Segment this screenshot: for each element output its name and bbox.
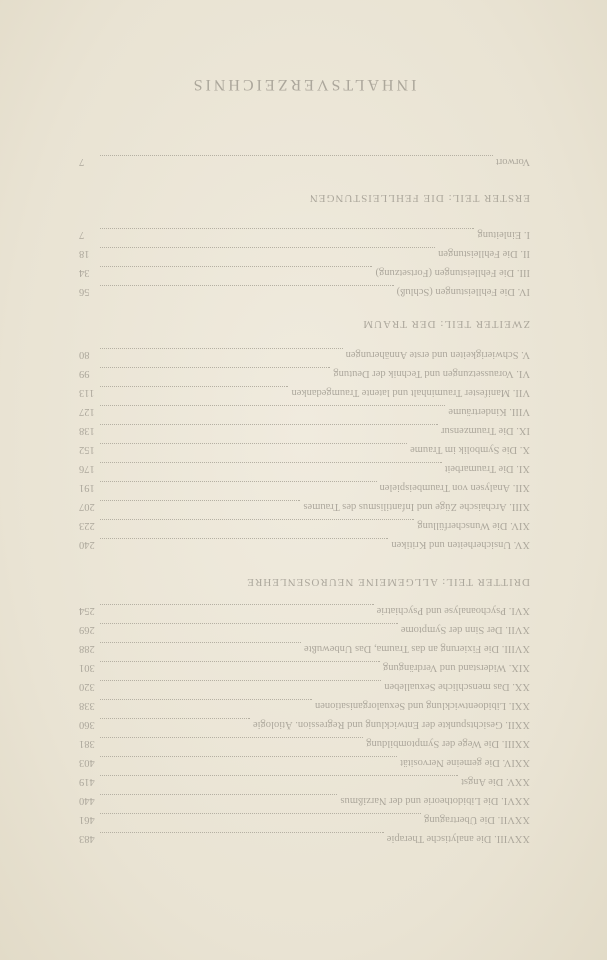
page-number: 381 [79, 738, 95, 749]
page-number: 7 [79, 229, 85, 240]
leader-dots [100, 156, 493, 157]
leader-dots [100, 757, 397, 758]
chapter-title: Die Übertragung [424, 814, 495, 825]
toc-row [79, 828, 530, 844]
toc-row [79, 638, 530, 654]
leader-dots [100, 520, 414, 521]
toc-row [79, 714, 530, 730]
chapter-title: Der Sinn der Symptome [400, 624, 503, 635]
page-number: 191 [79, 482, 95, 493]
chapter-title: Die Fehlleistungen (Schluß) [396, 286, 516, 297]
toc-row [79, 262, 530, 278]
part-heading: ERSTER TEIL: DIE FEHLLEISTUNGEN [308, 192, 530, 204]
leader-dots [100, 700, 312, 701]
chapter-title: Die Fehlleistungen (Fortsetzung) [375, 267, 515, 278]
toc-row [79, 809, 530, 825]
chapter-title: Die Fixierung an das Trauma, Das Unbewußte [303, 643, 500, 654]
leader-dots [100, 814, 421, 815]
part-heading: ZWEITER TEIL: DER TRAUM [362, 318, 530, 330]
leader-dots [100, 795, 337, 796]
leader-dots [100, 387, 288, 388]
leader-dots [100, 501, 300, 502]
chapter-number: XXI. [508, 700, 530, 711]
toc-row [79, 790, 530, 806]
chapter-title: Die Fehlleistungen [438, 248, 518, 259]
page-number: 99 [79, 368, 90, 379]
chapter-title: Die Libidotheorie und der Narzißmus [340, 795, 499, 806]
leader-dots [100, 349, 343, 350]
page-number: 403 [79, 757, 95, 768]
chapter-number: XVII. [505, 624, 530, 635]
toc-row [79, 363, 530, 379]
toc-row [79, 420, 530, 436]
toc-row [79, 243, 530, 259]
chapter-title: Unsicherheiten und Kritiken [391, 539, 511, 550]
chapter-title: Die Symbolik im Traume [410, 444, 518, 455]
leader-dots [100, 248, 435, 249]
chapter-number: XIII. [509, 501, 530, 512]
toc-row [79, 458, 530, 474]
chapter-number: XXV. [505, 776, 530, 787]
chapter-number: XIX. [508, 662, 530, 673]
chapter-number: III. [516, 267, 530, 278]
chapter-number: XXVII. [497, 814, 530, 825]
chapter-title: Die gemeine Nervosität [400, 757, 500, 768]
chapter-title: Widerstand und Verdrängung [383, 662, 507, 673]
chapter-number: VIII. [509, 406, 530, 417]
leader-dots [100, 267, 372, 268]
page-number: 7 [79, 156, 85, 167]
toc-row [79, 695, 530, 711]
chapter-number: I. [523, 229, 530, 240]
leader-dots [100, 482, 377, 483]
leader-dots [100, 368, 330, 369]
page-number: 223 [79, 520, 95, 531]
chapter-title: Das menschliche Sexualleben [384, 681, 510, 692]
leader-dots [100, 719, 250, 720]
chapter-title: Voraussetzungen und Technik der Deutung [333, 368, 514, 379]
chapter-title: Die Traumarbeit [444, 463, 514, 474]
toc-row [79, 496, 530, 512]
chapter-title: Die analytische Therapie [386, 833, 492, 844]
chapter-number: IX. [516, 425, 530, 436]
chapter-number: IV. [517, 286, 530, 297]
toc-row [79, 401, 530, 417]
chapter-number: XXIII. [501, 738, 530, 749]
page-number: 269 [79, 624, 95, 635]
page-number: 80 [79, 349, 90, 360]
chapter-number: XI. [516, 463, 530, 474]
leader-dots [100, 286, 394, 287]
chapter-number: XXVI. [501, 795, 530, 806]
toc-row [79, 477, 530, 493]
leader-dots [100, 776, 458, 777]
toc-row [79, 733, 530, 749]
page-number: 254 [79, 605, 95, 616]
toc-row [79, 771, 530, 787]
toc-row [79, 344, 530, 360]
chapter-number: XVI. [508, 605, 530, 616]
chapter-number: XXIV. [502, 757, 530, 768]
chapter-title: Manifester Trauminhalt und latente Traumgedanken [291, 387, 511, 398]
leader-dots [100, 406, 445, 407]
chapter-number: VII. [512, 387, 530, 398]
chapter-number: XV. [513, 539, 530, 550]
leader-dots [100, 539, 388, 540]
toc-row [79, 382, 530, 398]
chapter-title: Einleitung [477, 229, 522, 240]
page-number: 301 [79, 662, 95, 673]
chapter-number: XXII. [505, 719, 530, 730]
toc-row [79, 281, 530, 297]
chapter-title: Libidoentwicklung und Sexualorganisationen [314, 700, 507, 711]
page-number: 152 [79, 444, 95, 455]
leader-dots [100, 624, 398, 625]
page-number: 34 [79, 267, 90, 278]
page-title: INHALTSVERZEICHNIS [190, 76, 417, 93]
chapter-number: XXVIII. [494, 833, 530, 844]
chapter-title: Schwierigkeiten und erste Annäherungen [345, 349, 519, 360]
leader-dots [100, 662, 380, 663]
page-number: 483 [79, 833, 95, 844]
toc-row [79, 534, 530, 550]
toc-row [79, 657, 530, 673]
chapter-title: Analysen von Traumbeispielen [379, 482, 511, 493]
leader-dots [100, 444, 407, 445]
page-number: 461 [79, 814, 95, 825]
page-number: 320 [79, 681, 95, 692]
page-number: 360 [79, 719, 95, 730]
chapter-title: Die Traumzensur [441, 425, 514, 436]
leader-dots [100, 605, 374, 606]
toc-row [79, 515, 530, 531]
leader-dots [100, 833, 384, 834]
page-number: 56 [79, 286, 90, 297]
toc-row [79, 600, 530, 616]
chapter-title: Archaische Züge und Infantilismus des Traumes [303, 501, 507, 512]
leader-dots [100, 425, 438, 426]
page-number: 138 [79, 425, 95, 436]
chapter-number: XII. [512, 482, 530, 493]
preface-label: Vorwort [495, 156, 530, 167]
part-heading: DRITTER TEIL: ALLGEMEINE NEUROSENLEHRE [246, 576, 530, 588]
page-number: 18 [79, 248, 90, 259]
leader-dots [100, 463, 442, 464]
chapter-title: Gesichtspunkte der Entwicklung und Regression. Ätiologie [252, 719, 503, 730]
toc-row [79, 752, 530, 768]
chapter-title: Die Angst [461, 776, 504, 787]
page-number: 176 [79, 463, 95, 474]
leader-dots [100, 738, 363, 739]
toc-row [79, 676, 530, 692]
leader-dots [100, 681, 381, 682]
chapter-number: XVIII. [501, 643, 530, 654]
leader-dots [100, 229, 475, 230]
chapter-title: Die Wunscherfüllung [417, 520, 508, 531]
chapter-number: X. [519, 444, 530, 455]
chapter-number: XIV. [510, 520, 530, 531]
toc-row [79, 439, 530, 455]
chapter-number: VI. [516, 368, 530, 379]
page-number: 440 [79, 795, 95, 806]
page-number: 338 [79, 700, 95, 711]
chapter-title: Kinderträume [448, 406, 507, 417]
page-number: 127 [79, 406, 95, 417]
page-number: 207 [79, 501, 95, 512]
page-number: 113 [79, 387, 95, 398]
chapter-number: XX. [512, 681, 530, 692]
toc-row [79, 224, 530, 240]
page-number: 419 [79, 776, 95, 787]
toc-row [79, 619, 530, 635]
chapter-number: II. [520, 248, 530, 259]
chapter-title: Psychoanalyse und Psychiatrie [376, 605, 507, 616]
leader-dots [100, 643, 301, 644]
page-number: 240 [79, 539, 95, 550]
chapter-number: V. [521, 349, 530, 360]
toc-row-preface [79, 151, 530, 167]
chapter-title: Die Wege der Symptombildung [366, 738, 500, 749]
page-number: 288 [79, 643, 95, 654]
